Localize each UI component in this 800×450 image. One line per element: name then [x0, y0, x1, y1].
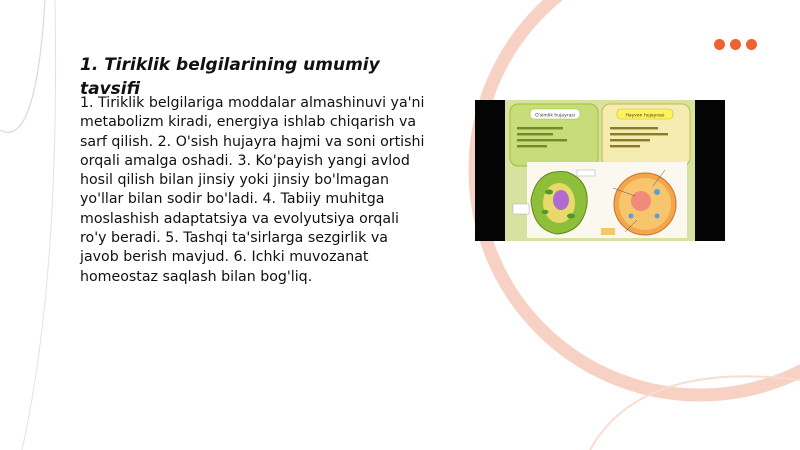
panel-line: [517, 133, 553, 135]
label-box: [601, 228, 615, 235]
panel-line: [610, 133, 668, 135]
chloroplast: [567, 214, 575, 219]
plant-nucleus: [553, 190, 569, 210]
menu-dots: [714, 39, 758, 51]
slide-body-text: 1. Tiriklik belgilariga moddalar almashinuvi ya'ni metabolizm kiradi, energiya ishlab chiqarish va sarf qilish. 2. O'sish hujayra hajmi va soni ortishi orqali amalga oshadi. 3. Ko'payish yangi avlod hosil qilish bilan jinsiy yoki jinsiy bo'lmagan yo'llar bilan sodir bo'ladi. 4. Tabiiy muhitga moslashish adaptatsiya va evolyutsiya orqali ro'y beradi. 5. Tashqi ta'sirlarga sezgirlik va javob berish mavjud. 6. Ichki muvozanat homeostaz saqlash bilan bog'liq.: [80, 95, 425, 285]
panel-line: [610, 145, 640, 147]
slide-title: 1. Tiriklik belgilarining umumiy tavsifi: [80, 55, 380, 99]
panel-line: [517, 139, 567, 141]
dot-icon: [730, 39, 741, 50]
plant-cell-title: O'simlik hujayrasi: [535, 113, 575, 119]
animal-nucleus: [631, 191, 651, 211]
organelle: [655, 214, 660, 219]
panel-line: [610, 127, 658, 129]
left-thin-curve: [0, 0, 45, 132]
animal-cell-title: Hayvon hujayrasi: [625, 113, 665, 119]
chloroplast: [545, 190, 553, 195]
cell-illustration: [475, 100, 725, 241]
dot-icon: [746, 39, 757, 50]
label-box: [577, 170, 595, 176]
dot-icon: [714, 39, 725, 50]
organelle: [654, 189, 660, 195]
panel-line: [517, 145, 547, 147]
label-box: [513, 204, 529, 214]
panel-line: [610, 139, 650, 141]
chloroplast: [542, 210, 549, 214]
panel-line: [517, 127, 563, 129]
cell-comparison-image: [475, 100, 725, 241]
organelle: [629, 214, 634, 219]
